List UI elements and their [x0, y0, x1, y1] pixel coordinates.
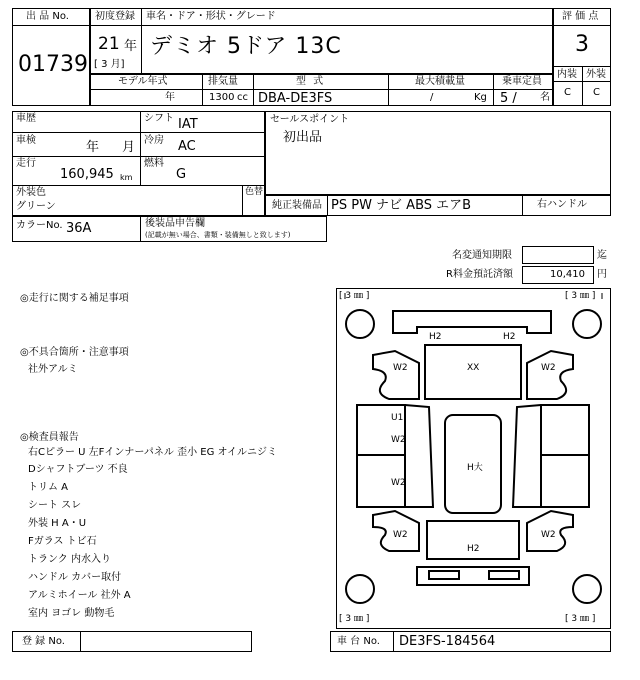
- right-front-door: [541, 405, 589, 455]
- tire-depth-label: [ 3 ㎜ ]: [339, 614, 370, 624]
- lot-no-label: 出 品 No.: [26, 11, 69, 22]
- inspector-line: 外装 H A・U: [28, 518, 87, 529]
- damage-mark: W2: [393, 363, 408, 373]
- tire-icon: [346, 310, 374, 338]
- ac-label: 冷房: [144, 135, 164, 146]
- max-load: /: [430, 92, 434, 103]
- inspector-title: ◎検査員報告: [20, 432, 79, 443]
- tire-icon: [346, 575, 374, 603]
- car-diagram-drawing: [337, 289, 610, 628]
- damage-mark: W2: [391, 478, 406, 488]
- title-change-box: [522, 246, 594, 264]
- mileage-label: 走行: [16, 158, 36, 169]
- fuel: G: [176, 167, 187, 182]
- model-label: 型 式: [296, 76, 326, 87]
- damage-mark: H大: [467, 463, 483, 473]
- damage-mark: XX: [467, 363, 480, 373]
- displacement-label: 排気量: [208, 76, 238, 87]
- fuel-label: 燃料: [144, 158, 164, 169]
- damage-mark: W2: [541, 530, 556, 540]
- inspector-line: ハンドル カバー取付: [28, 572, 122, 583]
- damage-mark: W2: [393, 530, 408, 540]
- damage-mark: H2: [503, 332, 516, 342]
- inspector-line: Fガラス トビ石: [28, 536, 97, 547]
- capacity-unit: 名: [540, 92, 550, 103]
- damage-mark: H2: [467, 544, 480, 554]
- tire-depth-label: [ 3 ㎜ ]: [565, 614, 596, 624]
- mileage: 160,945: [60, 167, 114, 182]
- displacement-unit: cc: [237, 92, 248, 103]
- equipment: PS PW ナビ ABS エアB: [331, 198, 472, 213]
- tire-icon: [573, 575, 601, 603]
- exterior-grade: C: [593, 87, 600, 98]
- damage-mark: W2: [541, 363, 556, 373]
- tire-depth-label: [ 3 ㎜ ]: [339, 291, 370, 301]
- mileage-unit: km: [120, 173, 133, 182]
- inspector-line: トランク 内水入り: [28, 554, 111, 565]
- defect-line: 社外アルミ: [28, 364, 78, 375]
- inspector-line: Dシャフトブーツ 不良: [28, 464, 128, 475]
- inspector-line: 右Cピラー U 左Fインナーパネル 歪小 EG オイルニジミ: [28, 447, 278, 458]
- recycle-unit: 円: [597, 269, 607, 280]
- aftermarket-label: 後装品申告欄: [145, 218, 205, 229]
- rear-bumper-shape: [417, 567, 529, 585]
- year-unit: 年: [124, 39, 138, 54]
- title-change-label: 名変通知期限: [452, 250, 512, 261]
- front-fender-right: [527, 351, 573, 399]
- recycle-fee: 10,410: [550, 269, 585, 280]
- repaint-label: 色替: [245, 187, 264, 197]
- chassis-label: 車 台 No.: [337, 636, 380, 647]
- steering: 右ハンドル: [537, 199, 587, 210]
- right-rear-door: [541, 455, 589, 507]
- shift-label: シフト: [144, 113, 174, 124]
- car-name-label: 車名・ドア・形状・グレード: [146, 11, 276, 22]
- title-change-unit: 迄: [597, 250, 607, 261]
- tire-icon: [573, 310, 601, 338]
- car-diagram: [336, 288, 611, 629]
- interior-grade: C: [564, 87, 571, 98]
- inspector-line: アルミホイール 社外 A: [28, 590, 131, 601]
- displacement: 1300: [209, 92, 235, 103]
- inspection-month: 月: [122, 140, 136, 155]
- recycle-label: R料金預託済額: [446, 269, 513, 280]
- color-no-label: カラーNo.: [16, 220, 63, 231]
- sales-point: 初出品: [283, 130, 323, 145]
- inspector-line: トリム A: [28, 482, 69, 493]
- inspector-line: シート スレ: [28, 500, 82, 511]
- defects-title: ◎不具合箇所・注意事項: [20, 347, 129, 358]
- score-label: 評 価 点: [562, 11, 599, 22]
- damage-mark: H2: [429, 332, 442, 342]
- inspector-line: 室内 ヨゴレ 動物毛: [28, 608, 115, 619]
- exterior-label: 外装: [586, 69, 606, 80]
- capacity: 5 /: [500, 91, 517, 106]
- damage-mark: U1: [391, 413, 404, 423]
- equipment-label: 純正装備品: [272, 200, 322, 211]
- color-label: 外装色: [16, 187, 46, 198]
- inspection-label: 車検: [16, 135, 36, 146]
- model: DBA-DE3FS: [258, 91, 333, 106]
- lot-no: 01739: [18, 52, 88, 77]
- capacity-label: 乗車定員: [502, 76, 542, 87]
- driving-notes-title: ◎走行に関する補足事項: [20, 293, 129, 304]
- aftermarket-note: (記載が無い場合、書類・装備無しと致します): [145, 231, 291, 239]
- front-bumper-shape: [393, 311, 551, 333]
- damage-mark: W2: [391, 435, 406, 445]
- history-label: 車歴: [16, 113, 36, 124]
- sales-point-label: セールスポイント: [270, 114, 350, 125]
- score: 3: [575, 32, 589, 57]
- color-no: 36A: [66, 221, 92, 236]
- first-reg-label: 初度登録: [95, 11, 135, 22]
- first-reg-month: [ 3 月]: [94, 59, 125, 70]
- first-reg-year: 21: [98, 34, 120, 54]
- shift: IAT: [178, 117, 198, 132]
- car-name: デミオ 5ドア 13C: [150, 34, 342, 59]
- reg-no-label: 登 録 No.: [22, 636, 65, 647]
- inspection-year: 年: [86, 140, 100, 155]
- model-year-label: モデル年式: [118, 76, 168, 87]
- tire-depth-label: [ 3 ㎜ ]: [565, 291, 596, 301]
- ac: AC: [178, 139, 196, 154]
- max-load-unit: Kg: [474, 92, 487, 103]
- chassis-no: DE3FS-184564: [399, 634, 496, 649]
- max-load-label: 最大積載量: [415, 76, 465, 87]
- front-fender-left: [373, 351, 419, 399]
- model-year-unit: 年: [165, 92, 175, 103]
- interior-label: 内装: [557, 69, 577, 80]
- color: グリーン: [16, 201, 56, 212]
